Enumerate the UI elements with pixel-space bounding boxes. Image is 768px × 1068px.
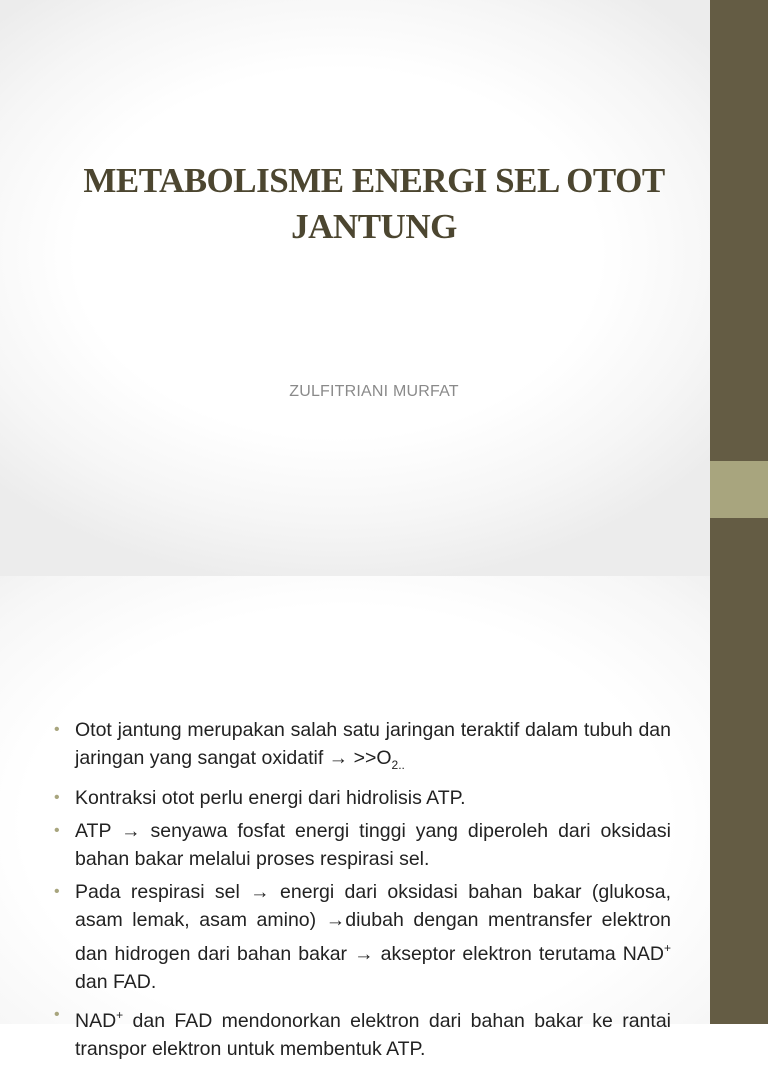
subscript: 2.. [391, 758, 405, 772]
item-text-cont: diubah dengan mentransfer elektron dan hidrogen dari bahan bakar [75, 909, 672, 965]
bullet-icon: • [54, 883, 60, 900]
item-text: Otot jantung merupakan salah satu jaringan teraktif dalam tubuh dan jaringan yang sangat oxidatif [75, 719, 671, 769]
list-item [54, 716, 671, 779]
superscript: + [116, 1008, 124, 1022]
arrow-icon: → [250, 881, 270, 903]
list-item [54, 784, 671, 812]
list-item [54, 1001, 671, 1063]
item-text-cont: senyawa fosfat energi tinggi yang diperoleh dari oksidasi bahan bakar melalui proses respirasi sel. [75, 820, 671, 870]
right-decor-bar [710, 576, 768, 1024]
slide-author: ZULFITRIANI MURFAT [289, 383, 459, 400]
item-text-cont: energi dari oksidasi bahan bakar (glukosa, asam lemak, asam amino) [75, 881, 671, 931]
item-text-cont: >>O [348, 747, 392, 769]
item-text: Pada respirasi sel [75, 881, 251, 903]
bullet-icon: • [54, 1006, 60, 1023]
item-text: ATP [75, 820, 122, 842]
arrow-icon: → [325, 909, 346, 931]
content-slide [0, 576, 768, 1060]
list-item [54, 878, 671, 996]
item-text-tail: dan FAD mendonorkan elektron dari bahan bakar ke rantai transpor elektron untuk membentuk ATP. [75, 1010, 671, 1060]
item-text: Kontraksi otot perlu energi dari hidrolisis ATP. [75, 787, 466, 809]
item-text-cont: akseptor elektron terutama NAD [373, 943, 664, 965]
right-accent-block [710, 461, 768, 518]
bullet-icon: • [54, 789, 60, 806]
list-item [54, 817, 671, 873]
arrow-icon: → [121, 820, 141, 842]
bullet-list [54, 716, 671, 1068]
slide-title: METABOLISME ENERGI SEL OTOT JANTUNG [83, 161, 665, 246]
bullet-icon: • [54, 822, 60, 839]
item-text-tail: dan FAD. [75, 971, 157, 993]
arrow-icon: → [328, 747, 349, 769]
superscript: + [663, 941, 671, 955]
item-text: NAD [75, 1010, 117, 1032]
bullet-icon: • [54, 721, 60, 738]
arrow-icon: → [354, 943, 374, 965]
